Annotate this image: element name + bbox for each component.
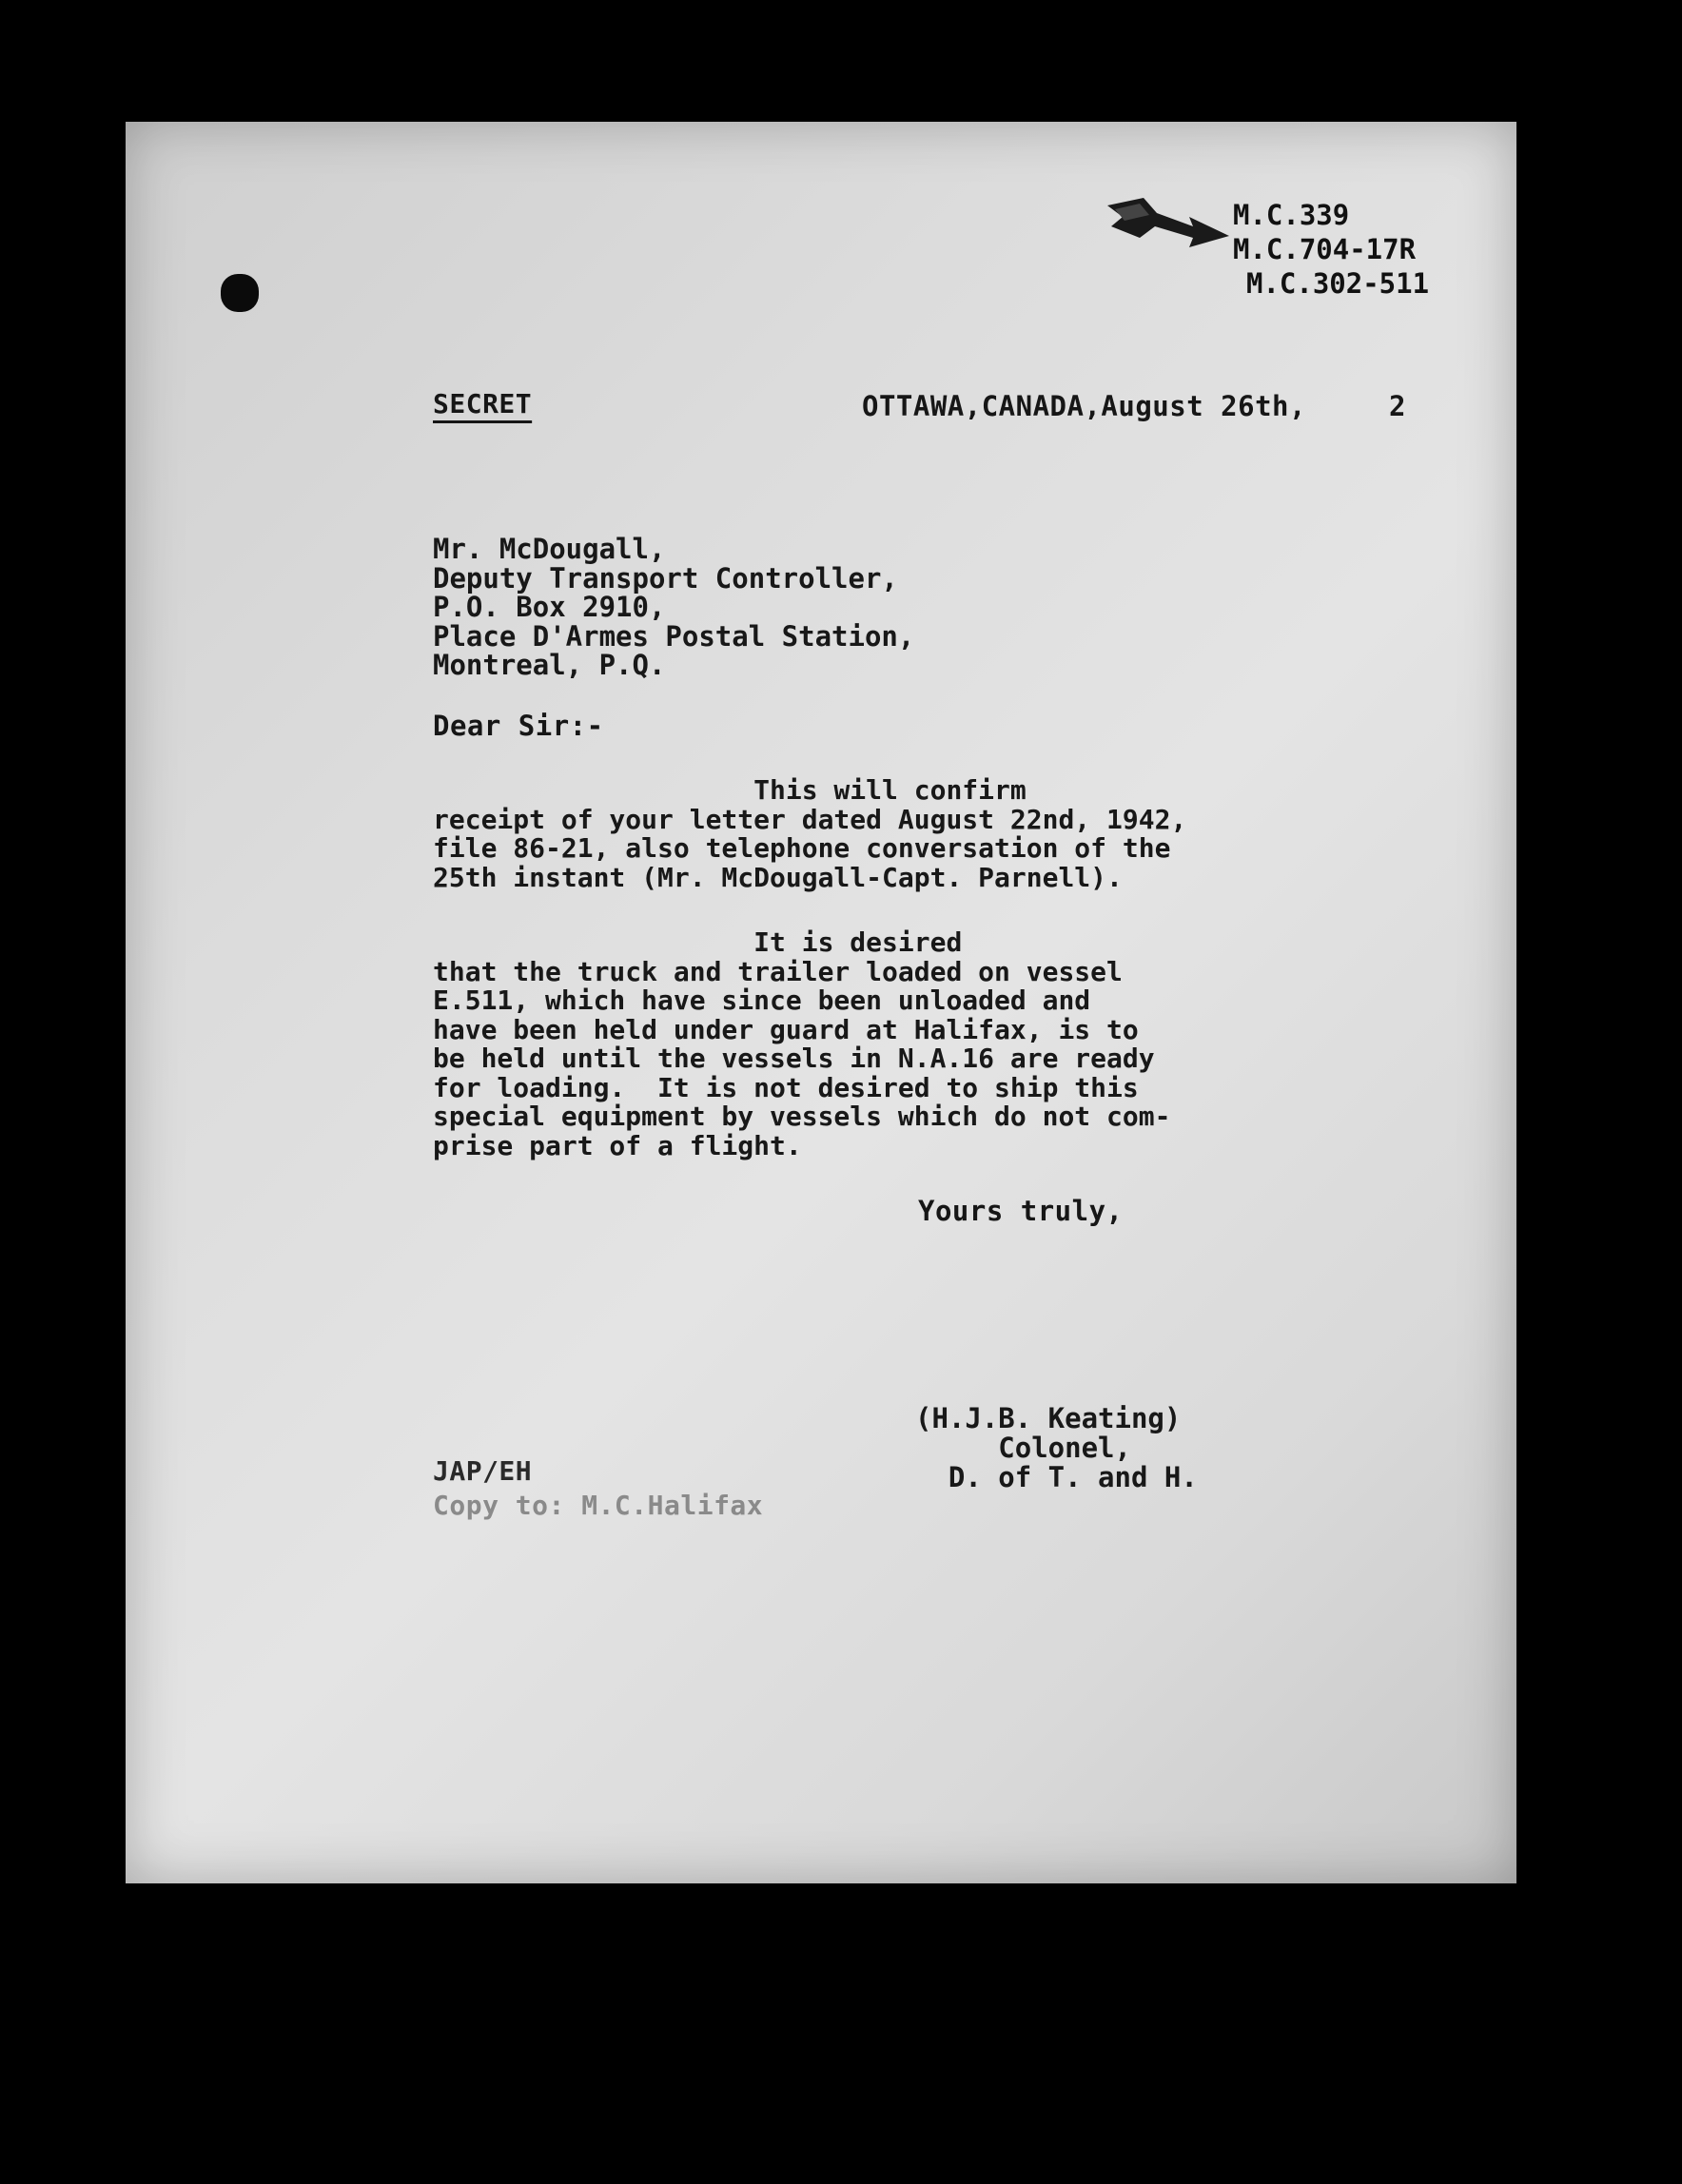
paragraph-line: receipt of your letter dated August 22nd, 1942, [433,803,1187,835]
dateline: OTTAWA,CANADA,August 26th, [862,390,1306,422]
paragraph-line: have been held under guard at Halifax, is to [433,1013,1139,1045]
file-reference: M.C.302-511 [1246,267,1430,300]
address-line: Place D'Armes Postal Station, [433,619,915,653]
typist-initials: JAP/EH [433,1455,533,1487]
paragraph-line: file 86-21, also telephone conversation of the [433,832,1171,864]
hole-punch-mark [221,274,259,312]
paragraph-line: It is desired [433,926,963,958]
paragraph-line: special equipment by vessels which do not com- [433,1101,1171,1132]
paragraph-confirmation [433,776,1186,892]
paragraph-line: This will confirm [433,774,1027,806]
file-reference: M.C.339 [1233,199,1350,231]
page-number: 2 [1389,390,1406,422]
signature-line: (H.J.B. Keating) [915,1402,1182,1434]
signature-block [915,1404,1198,1492]
paragraph-instructions [433,928,1170,1160]
paragraph-line: E.511, which have since been unloaded and [433,985,1091,1016]
copy-to-line: Copy to: M.C.Halifax [433,1490,764,1521]
file-reference-numbers [1233,198,1429,301]
address-line: P.O. Box 2910, [433,591,666,623]
classification-label: SECRET [433,388,533,419]
paragraph-line: that the truck and trailer loaded on vessel [433,955,1123,987]
recipient-address [433,535,914,680]
paragraph-line: be held until the vessels in N.A.16 are ready [433,1043,1155,1074]
address-line: Montreal, P.Q. [433,649,666,681]
paragraph-line: prise part of a flight. [433,1129,802,1161]
signature-line: D. of T. and H. [915,1461,1198,1493]
closing: Yours truly, [918,1195,1124,1227]
address-line: Deputy Transport Controller, [433,561,898,595]
signature-line: Colonel, [915,1432,1131,1464]
paragraph-line: 25th instant (Mr. McDougall-Capt. Parnell). [433,861,1123,893]
file-reference: M.C.704-17R [1233,233,1417,265]
arrow-stamp-icon [1102,188,1244,264]
paragraph-line: for loading. It is not desired to ship this [433,1071,1139,1103]
address-line: Mr. McDougall, [433,533,666,565]
salutation: Dear Sir:- [433,710,604,742]
